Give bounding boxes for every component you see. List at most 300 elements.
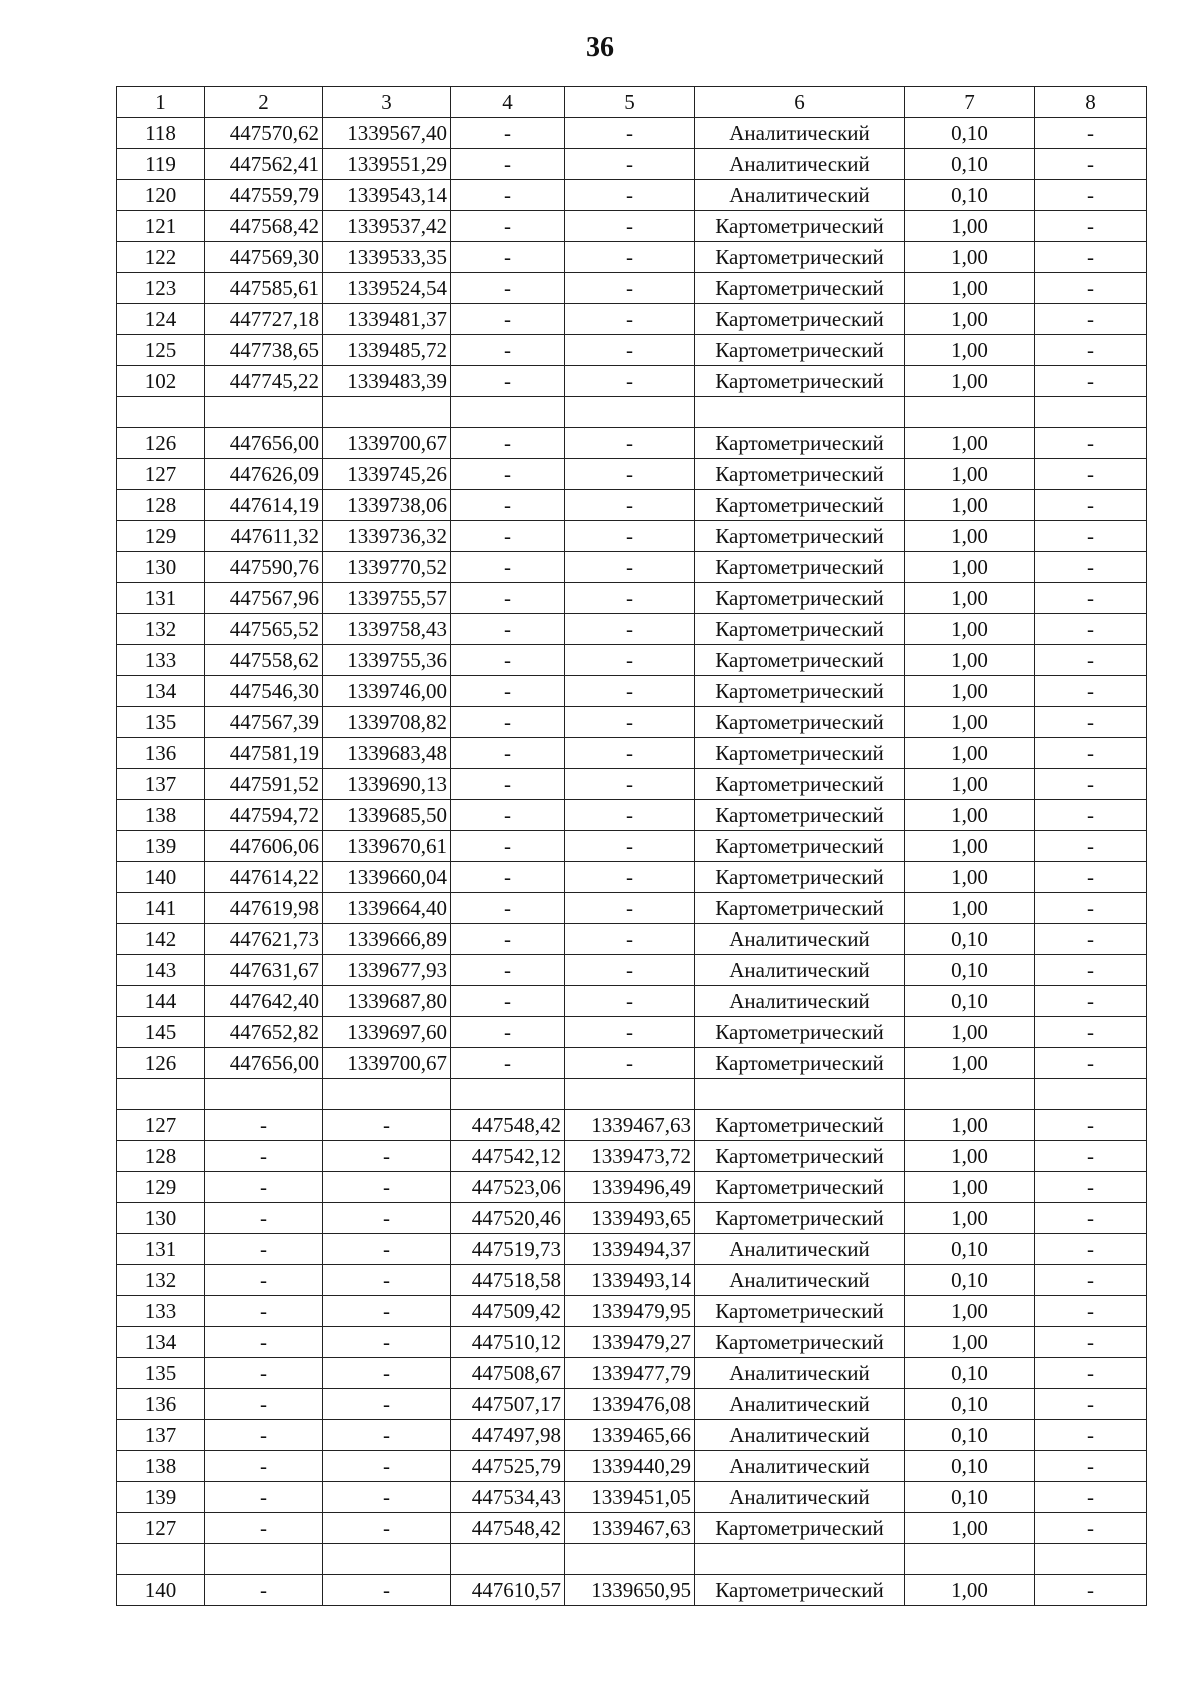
y-cell: - [323, 1234, 451, 1265]
description-cell: - [1035, 986, 1147, 1017]
point-number-cell: 138 [117, 800, 205, 831]
y-new-cell: - [565, 118, 695, 149]
x-new-cell: - [451, 552, 565, 583]
point-number-cell: 130 [117, 552, 205, 583]
y-new-cell [565, 1544, 695, 1575]
y-new-cell [565, 397, 695, 428]
y-new-cell: - [565, 800, 695, 831]
point-number-cell: 144 [117, 986, 205, 1017]
x-cell: 447585,61 [205, 273, 323, 304]
x-new-cell: 447519,73 [451, 1234, 565, 1265]
column-header-2: 2 [205, 87, 323, 118]
x-new-cell: 447518,58 [451, 1265, 565, 1296]
y-cell: - [323, 1482, 451, 1513]
accuracy-cell: 1,00 [905, 490, 1035, 521]
y-cell: - [323, 1389, 451, 1420]
x-cell: 447559,79 [205, 180, 323, 211]
point-number-cell: 134 [117, 676, 205, 707]
y-cell [323, 397, 451, 428]
table-row [117, 1389, 1147, 1420]
method-cell: Картометрический [695, 1575, 905, 1606]
accuracy-cell: 0,10 [905, 955, 1035, 986]
table-row [117, 1234, 1147, 1265]
method-cell: Картометрический [695, 552, 905, 583]
table-body [117, 118, 1147, 1606]
method-cell: Картометрический [695, 335, 905, 366]
x-new-cell: - [451, 273, 565, 304]
point-number-cell: 134 [117, 1327, 205, 1358]
description-cell: - [1035, 1110, 1147, 1141]
point-number-cell: 127 [117, 459, 205, 490]
method-cell: Картометрический [695, 1513, 905, 1544]
x-cell: - [205, 1420, 323, 1451]
y-new-cell: - [565, 676, 695, 707]
y-new-cell: - [565, 1017, 695, 1048]
y-new-cell: - [565, 149, 695, 180]
method-cell [695, 1079, 905, 1110]
accuracy-cell: 0,10 [905, 1358, 1035, 1389]
y-cell: - [323, 1575, 451, 1606]
accuracy-cell: 1,00 [905, 304, 1035, 335]
x-new-cell: - [451, 335, 565, 366]
accuracy-cell: 1,00 [905, 738, 1035, 769]
method-cell: Аналитический [695, 1358, 905, 1389]
description-cell: - [1035, 211, 1147, 242]
method-cell: Картометрический [695, 211, 905, 242]
accuracy-cell: 0,10 [905, 149, 1035, 180]
y-new-cell: - [565, 614, 695, 645]
method-cell: Картометрический [695, 366, 905, 397]
point-number-cell: 131 [117, 583, 205, 614]
y-new-cell: - [565, 304, 695, 335]
x-cell: 447656,00 [205, 428, 323, 459]
x-cell: 447558,62 [205, 645, 323, 676]
method-cell: Картометрический [695, 428, 905, 459]
accuracy-cell: 1,00 [905, 366, 1035, 397]
x-new-cell: - [451, 242, 565, 273]
point-number-cell: 133 [117, 1296, 205, 1327]
x-cell: 447631,67 [205, 955, 323, 986]
point-number-cell [117, 397, 205, 428]
point-number-cell: 129 [117, 1172, 205, 1203]
x-cell: - [205, 1358, 323, 1389]
description-cell: - [1035, 614, 1147, 645]
x-cell: 447590,76 [205, 552, 323, 583]
x-cell: - [205, 1265, 323, 1296]
table-row [117, 149, 1147, 180]
description-cell: - [1035, 1234, 1147, 1265]
accuracy-cell: 0,10 [905, 118, 1035, 149]
y-new-cell: - [565, 986, 695, 1017]
method-cell: Аналитический [695, 149, 905, 180]
accuracy-cell: 0,10 [905, 924, 1035, 955]
x-new-cell: - [451, 862, 565, 893]
table-row [117, 1079, 1147, 1110]
x-new-cell: 447542,12 [451, 1141, 565, 1172]
table-row [117, 676, 1147, 707]
point-number-cell: 143 [117, 955, 205, 986]
y-cell: - [323, 1172, 451, 1203]
table-row [117, 1482, 1147, 1513]
x-cell: - [205, 1513, 323, 1544]
accuracy-cell: 0,10 [905, 1420, 1035, 1451]
point-number-cell: 137 [117, 769, 205, 800]
x-cell: 447611,32 [205, 521, 323, 552]
point-number-cell: 129 [117, 521, 205, 552]
x-new-cell: - [451, 676, 565, 707]
point-number-cell: 136 [117, 1389, 205, 1420]
accuracy-cell: 1,00 [905, 1296, 1035, 1327]
table-row [117, 490, 1147, 521]
accuracy-cell: 1,00 [905, 211, 1035, 242]
accuracy-cell: 1,00 [905, 459, 1035, 490]
x-new-cell: - [451, 738, 565, 769]
table-row [117, 1451, 1147, 1482]
x-cell: - [205, 1234, 323, 1265]
x-cell: 447619,98 [205, 893, 323, 924]
x-cell [205, 397, 323, 428]
accuracy-cell: 1,00 [905, 800, 1035, 831]
x-cell: 447738,65 [205, 335, 323, 366]
y-cell: 1339758,43 [323, 614, 451, 645]
column-header-8: 8 [1035, 87, 1147, 118]
method-cell: Картометрический [695, 800, 905, 831]
y-cell: - [323, 1296, 451, 1327]
x-new-cell: - [451, 893, 565, 924]
y-cell: 1339485,72 [323, 335, 451, 366]
y-new-cell: - [565, 738, 695, 769]
table-row [117, 1420, 1147, 1451]
method-cell: Картометрический [695, 1296, 905, 1327]
x-new-cell: 447520,46 [451, 1203, 565, 1234]
table-row [117, 1358, 1147, 1389]
accuracy-cell: 1,00 [905, 1172, 1035, 1203]
x-cell: - [205, 1482, 323, 1513]
table-row [117, 831, 1147, 862]
x-cell [205, 1079, 323, 1110]
x-new-cell: - [451, 769, 565, 800]
method-cell: Картометрический [695, 1017, 905, 1048]
description-cell: - [1035, 645, 1147, 676]
table-row [117, 800, 1147, 831]
accuracy-cell: 1,00 [905, 707, 1035, 738]
description-cell: - [1035, 1203, 1147, 1234]
y-cell: 1339567,40 [323, 118, 451, 149]
method-cell: Аналитический [695, 1451, 905, 1482]
point-number-cell: 122 [117, 242, 205, 273]
table-row [117, 118, 1147, 149]
method-cell: Картометрический [695, 738, 905, 769]
table-row [117, 614, 1147, 645]
accuracy-cell: 1,00 [905, 1017, 1035, 1048]
y-cell: 1339708,82 [323, 707, 451, 738]
x-cell: 447567,96 [205, 583, 323, 614]
method-cell: Картометрический [695, 1110, 905, 1141]
x-cell: - [205, 1451, 323, 1482]
accuracy-cell: 1,00 [905, 335, 1035, 366]
x-cell: - [205, 1575, 323, 1606]
description-cell: - [1035, 335, 1147, 366]
description-cell: - [1035, 924, 1147, 955]
description-cell: - [1035, 1513, 1147, 1544]
accuracy-cell: 0,10 [905, 1234, 1035, 1265]
table-row [117, 1141, 1147, 1172]
y-new-cell: - [565, 552, 695, 583]
y-new-cell: - [565, 769, 695, 800]
method-cell: Аналитический [695, 1265, 905, 1296]
x-new-cell: - [451, 490, 565, 521]
x-new-cell: - [451, 955, 565, 986]
method-cell: Картометрический [695, 676, 905, 707]
x-new-cell [451, 397, 565, 428]
point-number-cell: 130 [117, 1203, 205, 1234]
method-cell: Аналитический [695, 924, 905, 955]
table-row [117, 1203, 1147, 1234]
x-cell: 447727,18 [205, 304, 323, 335]
y-cell: 1339736,32 [323, 521, 451, 552]
y-cell: - [323, 1420, 451, 1451]
method-cell: Аналитический [695, 118, 905, 149]
point-number-cell: 127 [117, 1110, 205, 1141]
x-cell: 447569,30 [205, 242, 323, 273]
method-cell: Аналитический [695, 1482, 905, 1513]
x-cell: 447594,72 [205, 800, 323, 831]
point-number-cell: 145 [117, 1017, 205, 1048]
table-row [117, 552, 1147, 583]
y-cell [323, 1544, 451, 1575]
y-cell: 1339537,42 [323, 211, 451, 242]
x-cell: - [205, 1110, 323, 1141]
y-new-cell: - [565, 335, 695, 366]
description-cell [1035, 397, 1147, 428]
x-cell: - [205, 1141, 323, 1172]
y-new-cell [565, 1079, 695, 1110]
x-new-cell: 447510,12 [451, 1327, 565, 1358]
accuracy-cell: 1,00 [905, 242, 1035, 273]
accuracy-cell: 0,10 [905, 1389, 1035, 1420]
x-cell: 447621,73 [205, 924, 323, 955]
point-number-cell: 140 [117, 862, 205, 893]
y-new-cell: 1339479,27 [565, 1327, 695, 1358]
x-cell: 447546,30 [205, 676, 323, 707]
description-cell: - [1035, 862, 1147, 893]
accuracy-cell: 0,10 [905, 180, 1035, 211]
description-cell: - [1035, 1451, 1147, 1482]
table-row [117, 1327, 1147, 1358]
point-number-cell: 135 [117, 707, 205, 738]
column-header-6: 6 [695, 87, 905, 118]
method-cell: Картометрический [695, 707, 905, 738]
accuracy-cell: 1,00 [905, 1575, 1035, 1606]
y-cell: - [323, 1141, 451, 1172]
x-cell [205, 1544, 323, 1575]
y-cell: 1339685,50 [323, 800, 451, 831]
x-new-cell: 447525,79 [451, 1451, 565, 1482]
method-cell [695, 397, 905, 428]
point-number-cell: 128 [117, 490, 205, 521]
y-cell: 1339551,29 [323, 149, 451, 180]
y-cell: 1339745,26 [323, 459, 451, 490]
y-new-cell: 1339650,95 [565, 1575, 695, 1606]
description-cell: - [1035, 831, 1147, 862]
description-cell: - [1035, 273, 1147, 304]
method-cell: Картометрический [695, 1327, 905, 1358]
accuracy-cell: 0,10 [905, 1265, 1035, 1296]
table-row [117, 273, 1147, 304]
point-number-cell: 119 [117, 149, 205, 180]
column-header-5: 5 [565, 87, 695, 118]
description-cell: - [1035, 521, 1147, 552]
method-cell: Картометрический [695, 1203, 905, 1234]
description-cell [1035, 1544, 1147, 1575]
x-cell: 447652,82 [205, 1017, 323, 1048]
table-row [117, 955, 1147, 986]
table-row [117, 242, 1147, 273]
y-cell: 1339677,93 [323, 955, 451, 986]
accuracy-cell [905, 397, 1035, 428]
method-cell: Картометрический [695, 490, 905, 521]
method-cell: Картометрический [695, 862, 905, 893]
description-cell: - [1035, 118, 1147, 149]
accuracy-cell: 1,00 [905, 1048, 1035, 1079]
method-cell: Картометрический [695, 614, 905, 645]
y-new-cell: - [565, 211, 695, 242]
accuracy-cell: 1,00 [905, 893, 1035, 924]
method-cell: Аналитический [695, 180, 905, 211]
y-cell: 1339543,14 [323, 180, 451, 211]
table-row [117, 1544, 1147, 1575]
description-cell: - [1035, 1296, 1147, 1327]
y-new-cell: - [565, 707, 695, 738]
method-cell: Картометрический [695, 583, 905, 614]
y-cell: 1339690,13 [323, 769, 451, 800]
y-new-cell: - [565, 955, 695, 986]
x-new-cell: - [451, 986, 565, 1017]
point-number-cell: 102 [117, 366, 205, 397]
accuracy-cell: 1,00 [905, 769, 1035, 800]
y-cell: 1339697,60 [323, 1017, 451, 1048]
point-number-cell: 128 [117, 1141, 205, 1172]
accuracy-cell: 1,00 [905, 552, 1035, 583]
y-cell: - [323, 1451, 451, 1482]
x-new-cell: 447523,06 [451, 1172, 565, 1203]
point-number-cell: 136 [117, 738, 205, 769]
x-cell: 447614,19 [205, 490, 323, 521]
y-cell: - [323, 1358, 451, 1389]
column-header-3: 3 [323, 87, 451, 118]
point-number-cell: 131 [117, 1234, 205, 1265]
accuracy-cell: 1,00 [905, 1327, 1035, 1358]
table-row [117, 1513, 1147, 1544]
y-new-cell: - [565, 366, 695, 397]
x-cell: - [205, 1203, 323, 1234]
y-new-cell: - [565, 583, 695, 614]
point-number-cell: 138 [117, 1451, 205, 1482]
table-row [117, 335, 1147, 366]
accuracy-cell: 1,00 [905, 614, 1035, 645]
x-cell: - [205, 1296, 323, 1327]
y-new-cell: - [565, 428, 695, 459]
x-cell: 447626,09 [205, 459, 323, 490]
accuracy-cell: 1,00 [905, 1110, 1035, 1141]
y-cell: 1339746,00 [323, 676, 451, 707]
x-cell: 447614,22 [205, 862, 323, 893]
table-row [117, 428, 1147, 459]
y-new-cell: 1339473,72 [565, 1141, 695, 1172]
y-cell: 1339660,04 [323, 862, 451, 893]
x-new-cell: - [451, 304, 565, 335]
description-cell: - [1035, 459, 1147, 490]
table-row [117, 1296, 1147, 1327]
x-new-cell: - [451, 1048, 565, 1079]
x-new-cell: - [451, 149, 565, 180]
y-cell [323, 1079, 451, 1110]
point-number-cell: 142 [117, 924, 205, 955]
method-cell: Картометрический [695, 769, 905, 800]
description-cell: - [1035, 304, 1147, 335]
point-number-cell: 121 [117, 211, 205, 242]
table-row [117, 1110, 1147, 1141]
accuracy-cell: 1,00 [905, 1513, 1035, 1544]
method-cell [695, 1544, 905, 1575]
table-row [117, 645, 1147, 676]
accuracy-cell [905, 1079, 1035, 1110]
description-cell: - [1035, 707, 1147, 738]
x-new-cell: - [451, 366, 565, 397]
y-new-cell: 1339496,49 [565, 1172, 695, 1203]
description-cell: - [1035, 1389, 1147, 1420]
method-cell: Картометрический [695, 1141, 905, 1172]
x-cell: 447656,00 [205, 1048, 323, 1079]
point-number-cell: 137 [117, 1420, 205, 1451]
y-new-cell: 1339476,08 [565, 1389, 695, 1420]
point-number-cell [117, 1544, 205, 1575]
description-cell: - [1035, 1141, 1147, 1172]
description-cell: - [1035, 583, 1147, 614]
x-new-cell: - [451, 428, 565, 459]
x-new-cell: 447534,43 [451, 1482, 565, 1513]
x-new-cell: - [451, 924, 565, 955]
column-header-7: 7 [905, 87, 1035, 118]
x-new-cell: - [451, 645, 565, 676]
x-new-cell: 447497,98 [451, 1420, 565, 1451]
x-new-cell [451, 1079, 565, 1110]
y-new-cell: - [565, 1048, 695, 1079]
x-new-cell: - [451, 1017, 565, 1048]
x-cell: 447745,22 [205, 366, 323, 397]
y-cell: 1339738,06 [323, 490, 451, 521]
table-row [117, 986, 1147, 1017]
y-new-cell: - [565, 180, 695, 211]
table-header-row [117, 87, 1147, 118]
x-cell: - [205, 1172, 323, 1203]
x-new-cell: - [451, 521, 565, 552]
y-cell: 1339670,61 [323, 831, 451, 862]
table-row [117, 366, 1147, 397]
y-cell: - [323, 1203, 451, 1234]
x-cell: 447567,39 [205, 707, 323, 738]
accuracy-cell: 1,00 [905, 428, 1035, 459]
y-new-cell: - [565, 521, 695, 552]
accuracy-cell: 1,00 [905, 583, 1035, 614]
y-new-cell: - [565, 645, 695, 676]
table-row [117, 1172, 1147, 1203]
accuracy-cell [905, 1544, 1035, 1575]
x-cell: - [205, 1327, 323, 1358]
coordinates-table [116, 86, 1147, 1606]
y-new-cell: 1339477,79 [565, 1358, 695, 1389]
method-cell: Картометрический [695, 459, 905, 490]
